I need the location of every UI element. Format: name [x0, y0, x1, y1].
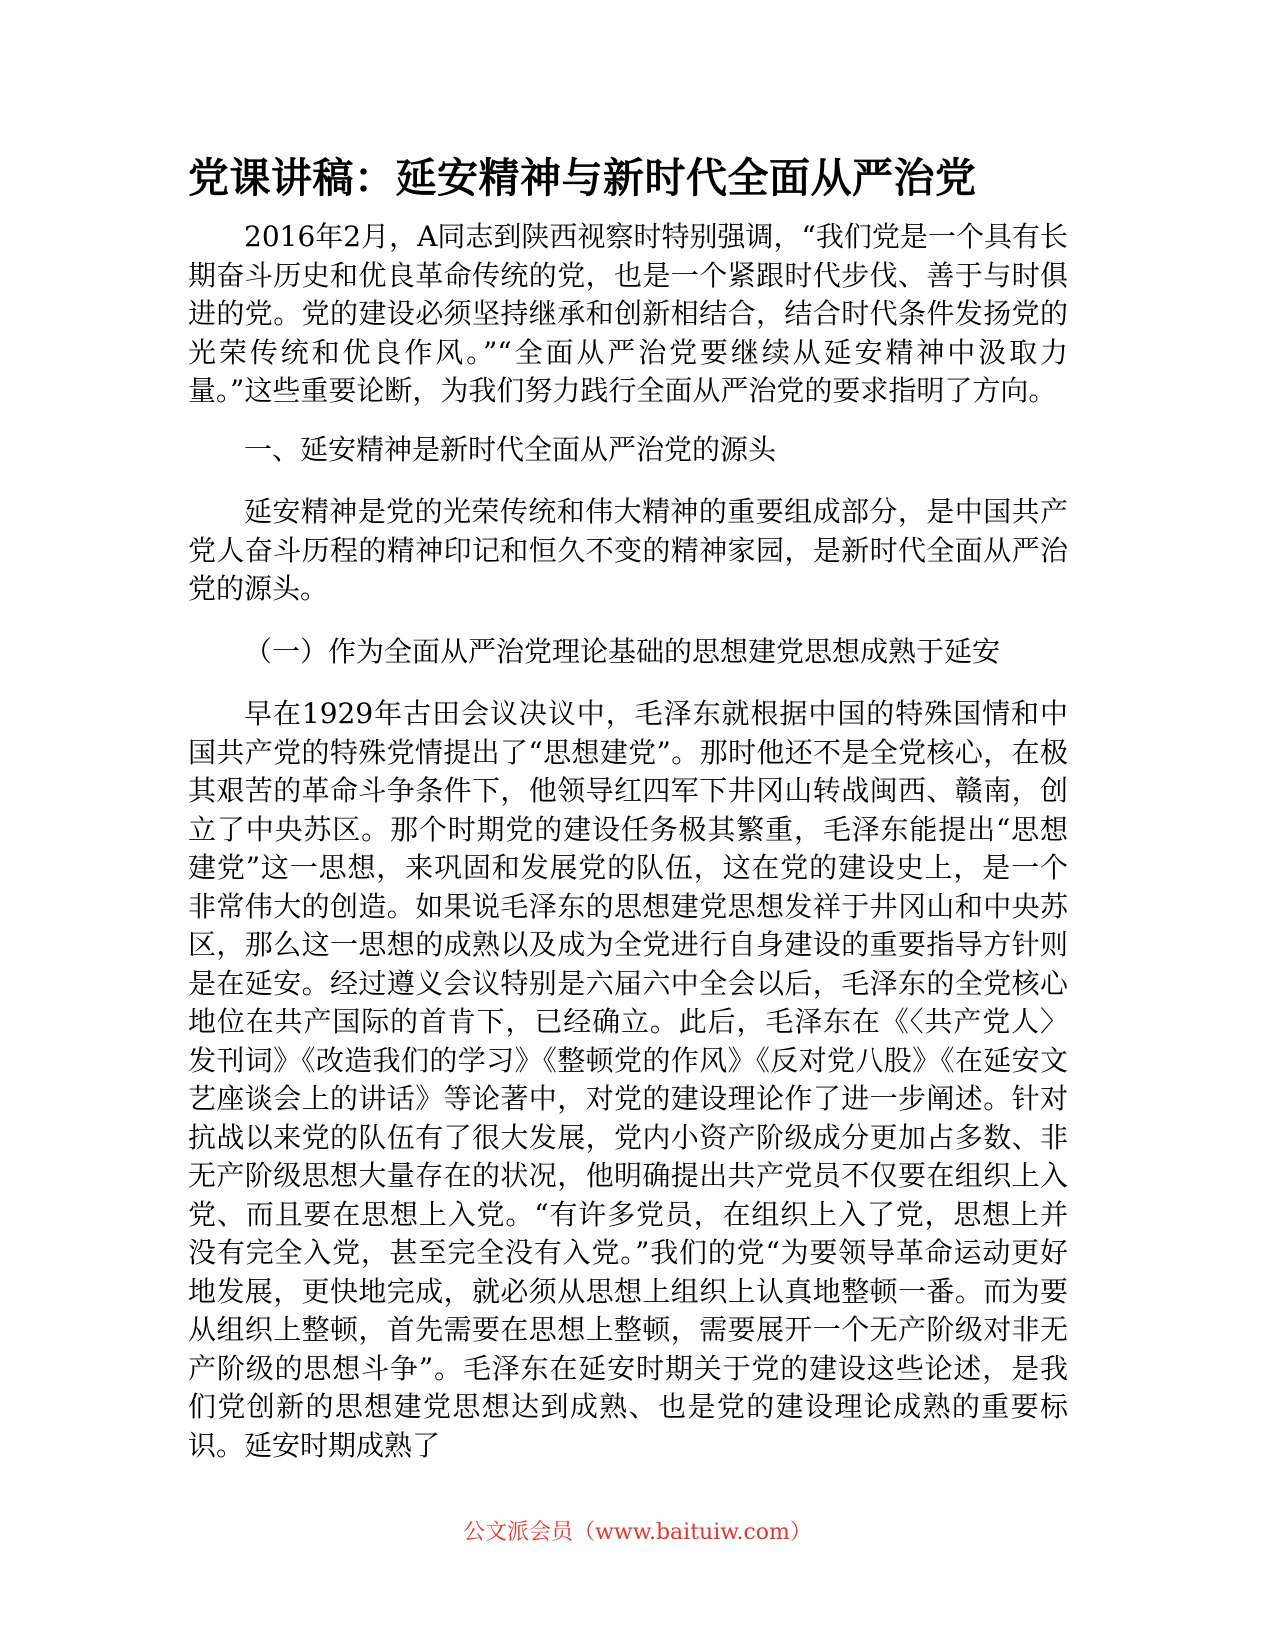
- intro-paragraph: 2016年2月，A同志到陕西视察时特别强调，“我们党是一个具有长期奋斗历史和优良革命传统的党，也是一个紧跟时代步伐、善于与时俱进的党。党的建设必须坚持继承和创新相结合，结合时代条件发扬党的光荣传统和优良作风。”“全面从严治党要继续从延安精神中汲取力量。”这些重要论断，为我们努力践行全面从严治党的要求指明了方向。: [188, 220, 1068, 407]
- subsection-1-paragraph: 早在1929年古田会议决议中，毛泽东就根据中国的特殊国情和中国共产党的特殊党情提出了“思想建党”。那时他还不是全党核心，在极其艰苦的革命斗争条件下，他领导红四军下井冈山转战闽西、赣南，创立了中央苏区。那个时期党的建设任务极其繁重，毛泽东能提出“思想建党”这一思想，来巩固和发展党的队伍，这在党的建设史上，是一个非常伟大的创造。如果说毛泽东的思想建党思想发祥于井冈山和中央苏区，那么这一思想的成熟以及成为全党进行自身建设的重要指导方针则是在延安。经过遵义会议特别是六届六中全会以后，毛泽东的全党核心地位在共产国际的首肯下，已经确立。此后，毛泽东在《〈共产党人〉发刊词》《改造我们的学习》《整顿党的作风》《反对党八股》《在延安文艺座谈会上的讲话》等论著中，对党的建设理论作了进一步阐述。针对抗战以来党的队伍有了很大发展，党内小资产阶级成分更加占多数、非无产阶级思想大量存在的状况，他明确提出共产党员不仅要在组织上入党、而且要在思想上入党。“有许多党员，在组织上入了党，思想上并没有完全入党，甚至完全没有入党。”我们的党“为要领导革命运动更好地发展，更快地完成，就必须从思想上组织上认真地整顿一番。而为要从组织上整顿，首先需要在思想上整顿，需要展开一个无产阶级对非无产阶级的思想斗争”。毛泽东在延安时期关于党的建设这些论述，是我们党创新的思想建党思想达到成熟、也是党的建设理论成熟的重要标识。延安时期成熟了: [188, 697, 1068, 1462]
- footer-watermark: 公文派会员（www.baituiw.com）: [463, 1520, 812, 1545]
- section-heading-1: 一、延安精神是新时代全面从严治党的源头: [244, 432, 777, 466]
- section-1-paragraph: 延安精神是党的光荣传统和伟大精神的重要组成部分，是中国共产党人奋斗历程的精神印记和恒久不变的精神家园，是新时代全面从严治党的源头。: [188, 495, 1068, 605]
- document-body: [188, 150, 1068, 1465]
- document-title: 党课讲稿：延安精神与新时代全面从严治党: [188, 154, 977, 202]
- subsection-heading-1: （一）作为全面从严治党理论基础的思想建党思想成熟于延安: [244, 634, 1001, 668]
